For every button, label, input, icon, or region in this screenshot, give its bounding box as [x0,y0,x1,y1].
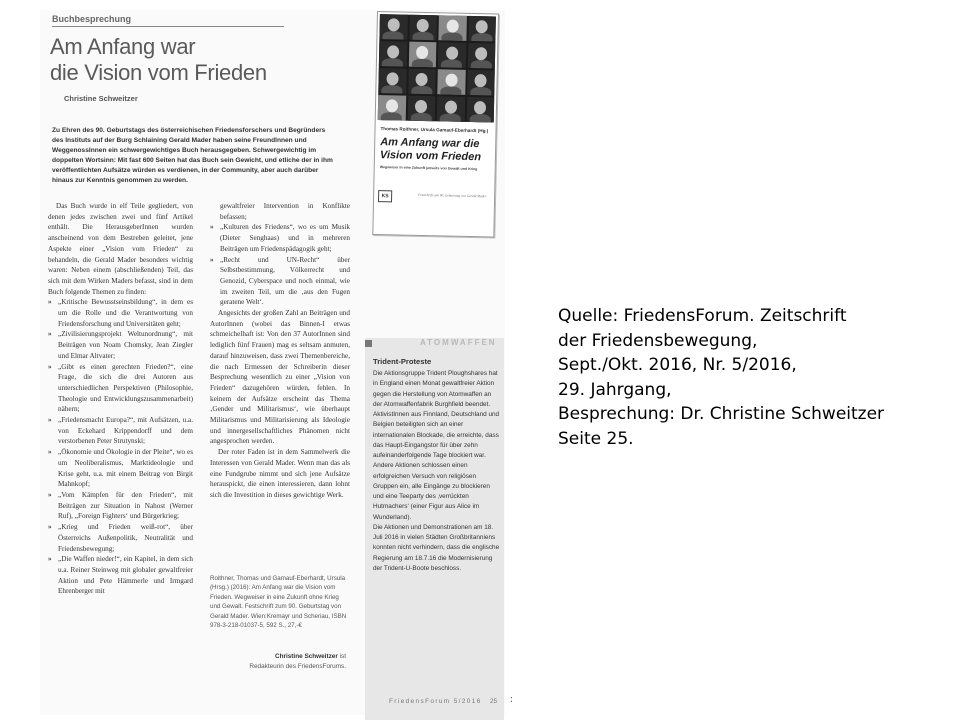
portrait-photo [468,16,496,42]
portrait-photo [438,15,466,41]
topic-item: » „Friedensmacht Europa?“, mit Aufsätzen, u.a. von Eckehard Krippendorff und dem verstorbenen Peter Strutynski; [48,415,193,447]
portrait-body [440,86,461,95]
article-title [50,34,350,86]
portrait-photo [467,43,495,69]
portrait-head [476,20,488,33]
page-number: 25 [490,698,498,705]
cover-title-line-2: Vision vom Frieden [379,148,482,163]
source-line: Quelle: FriedensForum. Zeitschrift [558,306,847,326]
portrait-body [412,59,433,68]
portrait-photo [378,68,406,94]
book-cover [372,11,499,238]
portrait-head [416,46,428,59]
portrait-photo [467,70,495,96]
topic-item: » „Kulturen des Friedens“, wo es um Musik (Dieter Senghaas) und in mehreren Beiträgen um Friedenspädagogik geht; [210,222,350,254]
publisher-logo: KS [378,190,392,202]
portrait-head [386,72,398,85]
portrait-photo [379,14,407,40]
bio-suffix: ist [337,653,346,660]
portrait-body [410,113,431,122]
portrait-head [446,46,458,59]
sidebar-text [373,369,501,574]
portrait-photo [437,96,465,122]
bibliography: Roithner, Thomas und Gamauf-Eberhardt, Ursula (Hrsg.) (2016): Am Anfang war die Vision vom Frieden. Wegweiser in eine Zukunft ohne Krieg und Gewalt. Festschrift zum 90. Geburtstag von Gerald Mader. Wien:Kremayr und Scheriau, ISBN 978-3-218-01037-5, 592 S., 27,-€ [210,575,347,630]
article-column-2 [210,201,350,501]
portrait-head [475,47,487,60]
section-rule [52,26,284,27]
article-lead: Zu Ehren des 90. Geburtstags des österreichischen Friedensforschers und Begründers des Instituts auf der Burg Schlaining Gerald Mader haben seine FreundInnen und WeggenossInnen ein schwergewichtiges Buch herausgegeben. Schwergewichtig im doppelten Wortsinn: Mit fast 600 Seiten hat das Buch sein Gewicht, und etliche der in ihm veröffentlichten Aufsätze würden es verdienen, in der Community, aber auch darüber hinaus zur Kenntnis genommen zu werden. [52,127,333,184]
portrait-photo [378,95,406,121]
portrait-head [387,18,399,31]
topic-item: » „Vom Kämpfen für den Frieden“, mit Beiträgen zur Situation in Nahost (Werner Ruf), „Foreign Fighters‘ und Bürgerkrieg; [48,490,193,522]
portrait-photo [408,69,436,95]
portrait-body [471,33,492,42]
author-bio [210,652,346,671]
sidebar-kicker: ATOMWAFFEN [420,338,497,347]
source-line: Besprechung: Dr. Christine Schweitzer [558,404,885,424]
portrait-grid [378,14,496,122]
portrait-photo [466,97,494,123]
portrait-body [440,113,461,122]
portrait-head [445,100,457,113]
portrait-body [469,114,490,123]
portrait-body [471,60,492,69]
source-line: der Friedensbewegung, [558,330,758,351]
portrait-head [415,100,427,113]
bio-role: Redakteurin des FriedensForums. [249,662,346,670]
portrait-photo [437,69,465,95]
topic-item: » „Recht und UN-Recht“ über Selbstbestimmung, Völkerrecht und Genozid, Cyberspace und noch einmal, wie im zweiten Teil, um die ‚aus den Fugen geratene Welt‘. [210,255,350,309]
portrait-body [470,87,491,96]
page-marker: : [510,694,513,705]
topic-item-continued: gewaltfreier Intervention in Konflikte befassen; [220,202,350,221]
body-paragraph: Angesichts der großen Zahl an Beiträgen und AutorInnen (wobei das Binnen-I etwas schmeichelhaft ist: Von den 37 AutorInnen sind lediglich fünf Frauen) mag es seltsam anmuten, darauf hinzuweisen, dass zwei Themenbereiche, die nach Ermessen der Schreiberin dieser Besprechung wesentlich zu einer „Vision von Frieden“ dazugehören würden, fehlen. In keinem der Aufsätze erscheint das Thema ‚Gender und Militarismus‘, wie überhaupt Militarismus und Militarisierung als Ideologie und innergesellschaftliches Phänomen nicht angesprochen werden. [210,309,350,446]
portrait-head [416,73,428,86]
cover-title-line-1: Am Anfang war die [380,136,480,151]
source-line: 29. Jahrgang, [558,379,672,400]
article-column-1 [48,201,193,597]
source-line: Seite 25. [558,428,634,449]
article-title-line-2: die Vision vom Frieden [50,60,267,85]
sidebar-paragraph: Die Aktionen und Demonstrationen am 18. Juli 2016 in vielen Städten Großbritanniens konnten nicht verhindern, dass die englische Regierung am 18.7.16 die Modernisierung der Trident-U-Boote beschloss. [373,523,500,572]
portrait-body [381,85,402,94]
topic-item: » „Gibt es einen gerechten Frieden?“, eine Frage, die sich die drei Autoren aus unterschiedlichen Perspektiven (Philosophie, Theologie und Entwicklungszusammenarbeit) nähern; [48,362,193,416]
portrait-photo [408,42,436,68]
portrait-head [387,45,399,58]
source-line: Sept./Okt. 2016, Nr. 5/2016, [558,355,797,375]
bio-name: Christine Schweitzer [274,653,338,660]
cover-editors: Thomas Roithner, Ursula Gamauf-Eberhardt (Hg.) [380,126,489,134]
portrait-photo [407,96,435,122]
portrait-photo [409,15,437,41]
body-paragraph: Der roter Faden ist in dem Sammelwerk die Interessen von Gerald Mader. Wenn man das als eine Fundgrube nimmt und sich jene Aufsätze herauspickt, die einen interessieren, dann lohnt sich die Investition in dieses gewichtige Werk. [210,448,350,499]
topic-item: » „Die Waffen nieder!“, ein Kapitel, in dem sich u.a. Reiner Steinweg mit globaler gewaltfreier Aktion und Pete Hämmerle und Irmgard Ehrenberger mit [48,554,193,597]
sidebar-paragraph: Die Aktionsgruppe Trident Ploughshares hat in England einen Monat gewaltfreier Aktion gegen die Herstellung von Atomwaffen an der Atomwaffenfabrik Burghfield beendet. AktivistInnen aus Finnland, Deutschland und Belgien beteiligten sich an einer internationalen Blockade, die erreichte, dass das Haupt-Eingangstor für über zehn aufeinanderfolgende Tage blockiert war. Andere Aktionen schlossen einen erfolgreichen Versuch von religiösen Gruppen ein, alle Eingänge zu blockieren und eine Teeparty des ‚verrückten Hutmachers‘ (einer Figur aus Alice im Wunderland). [373,370,500,521]
page-footer: FriedensForum 5/2016 [389,698,482,705]
portrait-head [417,19,429,32]
topic-list [48,297,193,597]
cover-note: Festschrift zum 90. Geburtstag von Gerald Mader [418,192,487,199]
portrait-body [411,86,432,95]
topic-list-continued [210,201,350,308]
article-author: Christine Schweitzer [64,94,138,103]
cover-subtitle: Wegweiser in eine Zukunft jenseits von Gewalt und Krieg [379,165,478,172]
topic-item: » „Zivilisierungsprojekt Weltunordnung“, mit Beiträgen von Noam Chomsky, Jean Ziegler und Elmar Altvater; [48,329,193,361]
topic-item: » „Kritische Bewusstseinsbildung“, in dem es um die Rolle und die Verantwortung von Friedensforschung und Universitäten geht; [48,297,193,329]
portrait-head [445,73,457,86]
portrait-head [386,99,398,112]
portrait-body [441,59,462,68]
portrait-body [442,32,463,41]
topic-item: » „Krieg und Frieden weiß-rot“, über Österreichs Außenpolitik, Neutralität und Friedensbewegung; [48,522,193,554]
sidebar-box [365,338,513,720]
topic-item: » „Ökonomie und Ökologie in der Pleite“, wo es um Neoliberalismus, Marktideologie und Krise geht, u.a. mit einem Beitrag von Birgit Mahnkopf; [48,447,193,490]
sidebar-title: Trident-Proteste [373,357,432,366]
source-citation [558,304,948,451]
portrait-head [446,19,458,32]
portrait-photo [379,41,407,67]
sidebar-marker-square [365,340,372,347]
portrait-body [382,58,403,67]
portrait-body [383,31,404,40]
portrait-photo [438,42,466,68]
column-1-intro: Das Buch wurde in elf Teile gegliedert, von denen jedes zwischen zwei und fünf Artikel enthält. Die HerausgeberInnen wurden anscheinend von dem Bestreben geleitet, jene Aspekte einer „Vision vom Frieden“ zu behandeln, die Gerald Mader besonders wichtig waren: Neben einem (abschließenden) Teil, das sich mit dem Wirken Maders befasst, sind in dem Buch folgende Themen zu finden: [48,202,193,296]
portrait-head [474,101,486,114]
cover-title [380,136,492,163]
section-label: Buchbesprechung [52,14,132,24]
portrait-body [381,112,402,121]
portrait-body [412,32,433,41]
article-title-line-1: Am Anfang war [50,34,196,59]
portrait-head [475,74,487,87]
